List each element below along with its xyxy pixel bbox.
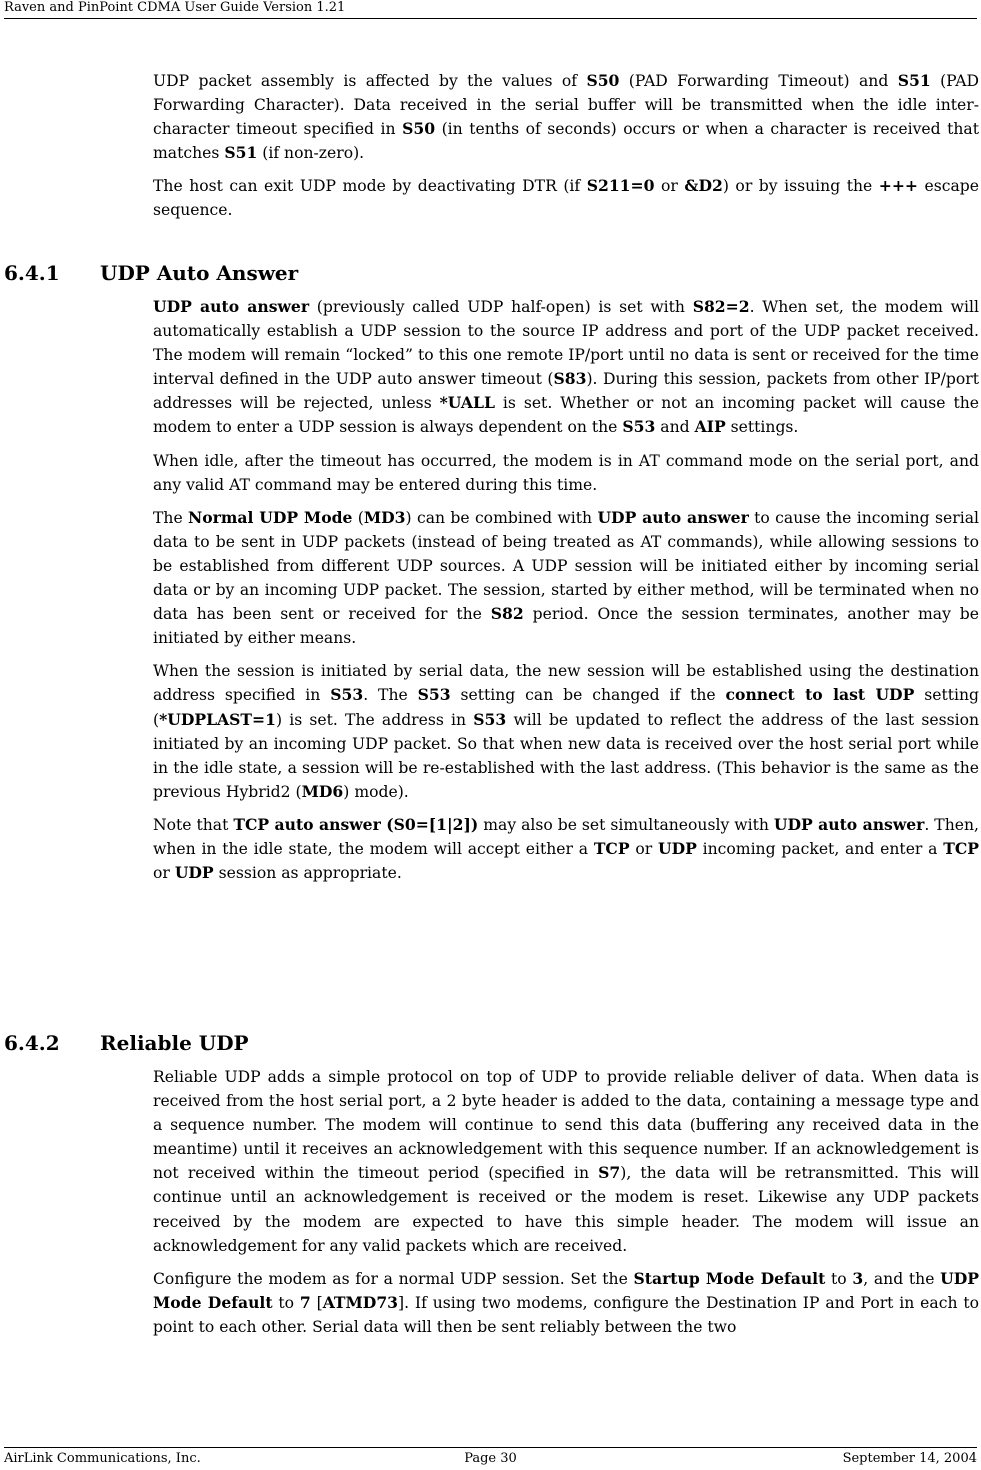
paragraph: When the session is initiated by serial data, the new session will be established using the destination address specified in S53. The S53 setting can be changed if the connect to last UDP setting (*UDPLAST=1) is set. The address in S53 will be updated to reflect the address of the last session initiated by an incoming UDP packet. So that when new data is received over the host serial port while in the idle state, a session will be re-established with the last address. (This behavior is the same as the previous Hybrid2 (MD6) mode).: [153, 662, 980, 801]
footer-company: AirLink Communications, Inc.: [4, 1451, 201, 1466]
bold-term: UDP auto answer: [773, 814, 925, 834]
paragraph: UDP packet assembly is affected by the values of S50 (PAD Forwarding Timeout) and S51 (PAD Forwarding Character). Data received in the serial buffer will be transmitted when the idle inter-character timeout specified in S50 (in tenths of seconds) occurs or when a character is received that matches S51 (if non-zero).: [153, 71, 979, 163]
footer-page-number: Page 30: [464, 1451, 517, 1466]
intro-text: [153, 69, 979, 232]
bold-term: &D2: [684, 176, 723, 196]
section-number: 6.4.1: [4, 261, 60, 285]
bold-term: TCP: [943, 838, 979, 858]
paragraph: When idle, after the timeout has occurred, the modem is in AT command mode on the serial port, and any valid AT command may be entered during this time.: [153, 451, 979, 494]
bold-term: UDP: [174, 863, 214, 883]
bold-term: S53: [417, 685, 451, 705]
bold-term: ATMD73: [322, 1292, 399, 1312]
bold-term: S51: [897, 71, 931, 90]
section-heading-6-4-2: [4, 1030, 249, 1056]
bold-term: UDP auto answer: [153, 297, 310, 316]
bold-term: *UDPLAST=1: [159, 709, 276, 729]
bold-term: Normal UDP Mode: [188, 507, 353, 527]
page-header: [4, 0, 977, 19]
section-number: 6.4.2: [4, 1031, 60, 1055]
bold-term: +++: [878, 176, 918, 196]
paragraph: Configure the modem as for a normal UDP session. Set the Startup Mode Default to 3, and the UDP Mode Default to 7 [ATMD73]. If using two modems, configure the Destination IP and Port in each to point to each other. Serial data will then be sent reliably between the two: [153, 1268, 979, 1336]
page-footer: [4, 1447, 977, 1470]
bold-term: TCP: [593, 838, 630, 858]
bold-term: S82: [490, 604, 524, 624]
paragraph: Reliable UDP adds a simple protocol on top of UDP to provide reliable deliver of data. When data is received from the host serial port, a 2 byte header is added to the data, containing a message type and a sequence number. The modem will continue to send this data (buffering any received data in the meantime) until it receives an acknowledgement with this sequence number. If an acknowledgement is not received within the timeout period (specified in S7), the data will be retransmitted. This will continue until an acknowledgement is received or the modem is reset. Likewise any UDP packets received by the modem are expected to have this simple header. The modem will issue an acknowledgement for any valid packets which are received.: [153, 1068, 979, 1255]
bold-term: Startup Mode Default: [633, 1268, 826, 1288]
bold-term: S83: [553, 369, 587, 389]
bold-term: *UALL: [439, 393, 495, 413]
bold-term: UDP Mode Default: [153, 1268, 979, 1312]
section-title: Reliable UDP: [100, 1031, 249, 1055]
bold-term: connect to last UDP: [725, 685, 915, 705]
bold-term: S50: [402, 119, 436, 139]
bold-term: 7: [299, 1292, 311, 1312]
bold-term: AIP: [694, 417, 726, 437]
paragraph: The Normal UDP Mode (MD3) can be combined with UDP auto answer to cause the incoming serial data to be sent in UDP packets (instead of being treated as AT commands), while allowing sessions to be established from different UDP sources. A UDP session will be initiated either by incoming serial data or by an incoming UDP packet. The session, started by either method, will be terminated when no data has been sent or received for the S82 period. Once the session terminates, another may be initiated by either means.: [153, 507, 979, 648]
paragraph: Note that TCP auto answer (S0=[1|2]) may also be set simultaneously with UDP auto answer. Then, when in the idle state, the modem will accept either a TCP or UDP incoming packet, and enter a TCP or UDP session as appropriate.: [153, 814, 979, 883]
bold-term: TCP auto answer (S0=[1|2]): [233, 814, 479, 834]
bold-term: S51: [224, 143, 258, 163]
bold-term: MD6: [301, 781, 344, 801]
bold-term: S50: [586, 71, 620, 90]
footer-date: September 14, 2004: [842, 1451, 977, 1466]
bold-term: S53: [330, 685, 364, 705]
paragraph: UDP auto answer (previously called UDP half-open) is set with S82=2. When set, the modem will automatically establish a UDP session to the source IP address and port of the UDP packet received. The modem will remain “locked” to this one remote IP/port until no data is sent or received for the time interval defined in the UDP auto answer timeout (S83). During this session, packets from other IP/port addresses will be rejected, unless *UALL is set. Whether or not an incoming packet will cause the modem to enter a UDP session is always dependent on the S53 and AIP settings.: [153, 297, 980, 437]
bold-term: S53: [622, 417, 656, 437]
bold-term: 3: [852, 1268, 864, 1288]
section-heading-6-4-1: [4, 260, 298, 286]
bold-term: MD3: [363, 507, 406, 527]
bold-term: S211=0: [586, 176, 655, 196]
bold-term: UDP auto answer: [597, 507, 749, 527]
bold-term: UDP: [657, 838, 697, 858]
bold-term: S53: [473, 709, 507, 729]
bold-term: S7: [598, 1163, 621, 1183]
paragraph: The host can exit UDP mode by deactivating DTR (if S211=0 or &D2) or by issuing the +++ escape sequence.: [153, 176, 979, 220]
bold-term: S82=2: [692, 297, 750, 316]
section-body-6-4-2: [153, 1065, 979, 1348]
section-body-6-4-1: [153, 295, 979, 894]
section-title: UDP Auto Answer: [100, 261, 299, 285]
document-title: Raven and PinPoint CDMA User Guide Version 1.21: [4, 0, 346, 15]
